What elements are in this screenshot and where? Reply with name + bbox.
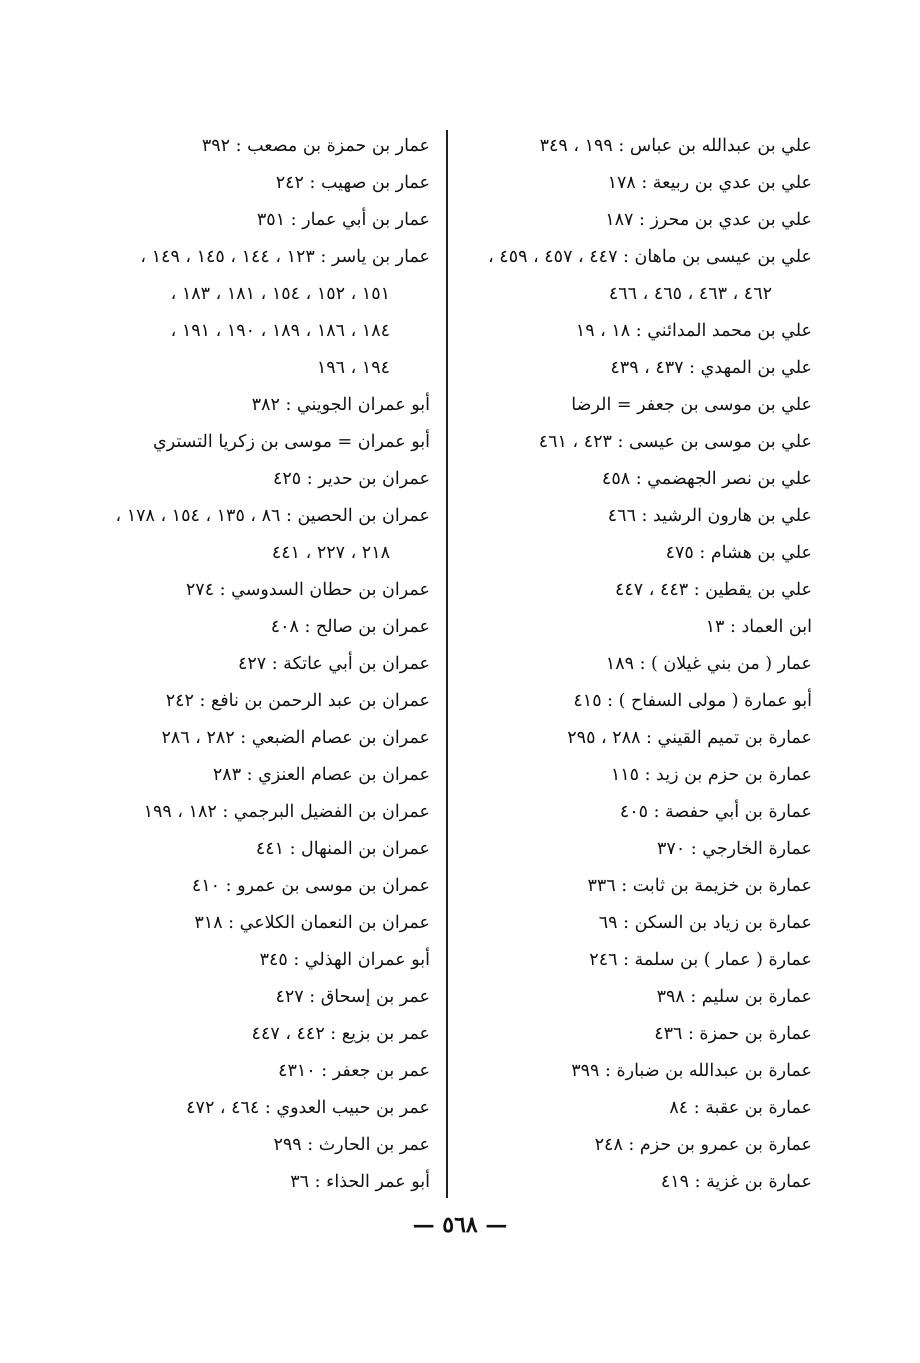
index-entry: علي بن موسى بن جعفر = الرضا — [571, 395, 812, 415]
index-entry: علي بن يقطين : ٤٤٣ ، ٤٤٧ — [614, 580, 812, 600]
index-entry: علي بن هشام : ٤٧٥ — [665, 543, 812, 563]
index-entry: عمر بن الحارث : ٢٩٩ — [273, 1135, 430, 1155]
index-column-left — [60, 128, 430, 1201]
index-entry: أبو عمارة ( مولى السفاح ) : ٤١٥ — [573, 691, 812, 711]
index-entry: عمران بن المنهال : ٤٤١ — [255, 839, 430, 859]
index-entry: ٤٦٢ ، ٤٦٣ ، ٤٦٥ ، ٤٦٦ — [608, 284, 772, 304]
index-entry: عمران بن موسى بن عمرو : ٤١٠ — [191, 876, 430, 896]
index-entry: عمارة بن تميم القيني : ٢٨٨ ، ٢٩٥ — [567, 728, 812, 748]
index-entry: عمر بن بزيع : ٤٤٢ ، ٤٤٧ — [251, 1024, 430, 1044]
index-entry: عمارة بن زياد بن السكن : ٦٩ — [598, 913, 812, 933]
index-entry: ١٩٤ ، ١٩٦ — [316, 358, 390, 378]
index-entry: عمارة بن عمرو بن حزم : ٢٤٨ — [594, 1135, 812, 1155]
index-entry: علي بن محمد المدائني : ١٨ ، ١٩ — [575, 321, 812, 341]
index-entry: عمر بن جعفر : ٤٣١٠ — [278, 1061, 430, 1081]
index-entry: علي بن المهدي : ٤٣٧ ، ٤٣٩ — [610, 358, 812, 378]
index-entry: عمار بن ياسر : ١٢٣ ، ١٤٤ ، ١٤٥ ، ١٤٩ ، — [140, 247, 430, 267]
index-entry: أبو عمران الجويني : ٣٨٢ — [251, 395, 430, 415]
index-entry: عمر بن إسحاق : ٤٢٧ — [275, 987, 430, 1007]
index-entry: أبو عمران الهذلي : ٣٤٥ — [259, 950, 430, 970]
index-entry: أبو عمران = موسى بن زكريا التستري — [153, 432, 430, 452]
index-entry: عمارة بن عقبة : ٨٤ — [669, 1098, 812, 1118]
index-entry: عمران بن أبي عاتكة : ٤٢٧ — [237, 654, 430, 674]
index-entry: ٢١٨ ، ٢٢٧ ، ٤٤١ — [271, 543, 390, 563]
index-entry: ١٥١ ، ١٥٢ ، ١٥٤ ، ١٨١ ، ١٨٣ ، — [170, 284, 390, 304]
index-entry: عمار ( من بني غيلان ) : ١٨٩ — [605, 654, 812, 674]
index-entry: علي بن عدي بن ربيعة : ١٧٨ — [607, 173, 812, 193]
index-entry: عمارة ( عمار ) بن سلمة : ٢٤٦ — [589, 950, 812, 970]
index-entry: عمارة بن حمزة : ٤٣٦ — [654, 1024, 812, 1044]
index-entry: عمار بن صهيب : ٢٤٢ — [275, 173, 430, 193]
index-entry: علي بن عبدالله بن عباس : ١٩٩ ، ٣٤٩ — [539, 136, 812, 156]
index-entry: عمران بن عبد الرحمن بن نافع : ٢٤٢ — [165, 691, 430, 711]
index-entry: عمران بن النعمان الكلاعي : ٣١٨ — [194, 913, 430, 933]
index-entry: عمار بن حمزة بن مصعب : ٣٩٢ — [201, 136, 430, 156]
index-entry: عمارة بن أبي حفصة : ٤٠٥ — [619, 802, 812, 822]
index-entry: عمارة بن حزم بن زيد : ١١٥ — [610, 765, 812, 785]
index-entry: عمران بن عصام الضبعي : ٢٨٢ ، ٢٨٦ — [161, 728, 430, 748]
index-entry: عمران بن الفضيل البرجمي : ١٨٢ ، ١٩٩ — [143, 802, 430, 822]
index-entry: عمارة الخارجي : ٣٧٠ — [657, 839, 812, 859]
index-entry: عمران بن عصام العنزي : ٢٨٣ — [212, 765, 430, 785]
index-entry: عمار بن أبي عمار : ٣٥١ — [256, 210, 430, 230]
index-entry: عمران بن الحصين : ٨٦ ، ١٣٥ ، ١٥٤ ، ١٧٨ ، — [115, 506, 430, 526]
index-entry: عمران بن صالح : ٤٠٨ — [270, 617, 430, 637]
index-entry: عمارة بن سليم : ٣٩٨ — [656, 987, 812, 1007]
index-entry: ١٨٤ ، ١٨٦ ، ١٨٩ ، ١٩٠ ، ١٩١ ، — [170, 321, 390, 341]
index-entry: علي بن نصر الجهضمي : ٤٥٨ — [601, 469, 812, 489]
index-entry: عمارة بن خزيمة بن ثابت : ٣٣٦ — [587, 876, 812, 896]
page-number: — ٥٦٨ — — [412, 1212, 508, 1238]
index-entry: أبو عمر الحذاء : ٣٦ — [290, 1172, 430, 1192]
index-entry: علي بن موسى بن عيسى : ٤٢٣ ، ٤٦١ — [538, 432, 812, 452]
index-entry: عمر بن حبيب العدوي : ٤٦٤ ، ٤٧٢ — [186, 1098, 430, 1118]
index-entry: عمارة بن عبدالله بن ضبارة : ٣٩٩ — [571, 1061, 812, 1081]
index-entry: علي بن هارون الرشيد : ٤٦٦ — [607, 506, 812, 526]
index-entry: علي بن عدي بن محرز : ١٨٧ — [605, 210, 812, 230]
index-entry: ابن العماد : ١٣ — [705, 617, 812, 637]
column-divider — [446, 130, 448, 1198]
index-entry: عمران بن حدير : ٤٢٥ — [272, 469, 430, 489]
index-entry: عمران بن حطان السدوسي : ٢٧٤ — [185, 580, 430, 600]
index-entry: علي بن عيسى بن ماهان : ٤٤٧ ، ٤٥٧ ، ٤٥٩ ، — [488, 247, 812, 267]
index-column-right — [452, 128, 812, 1201]
index-entry: عمارة بن غزية : ٤١٩ — [660, 1172, 812, 1192]
